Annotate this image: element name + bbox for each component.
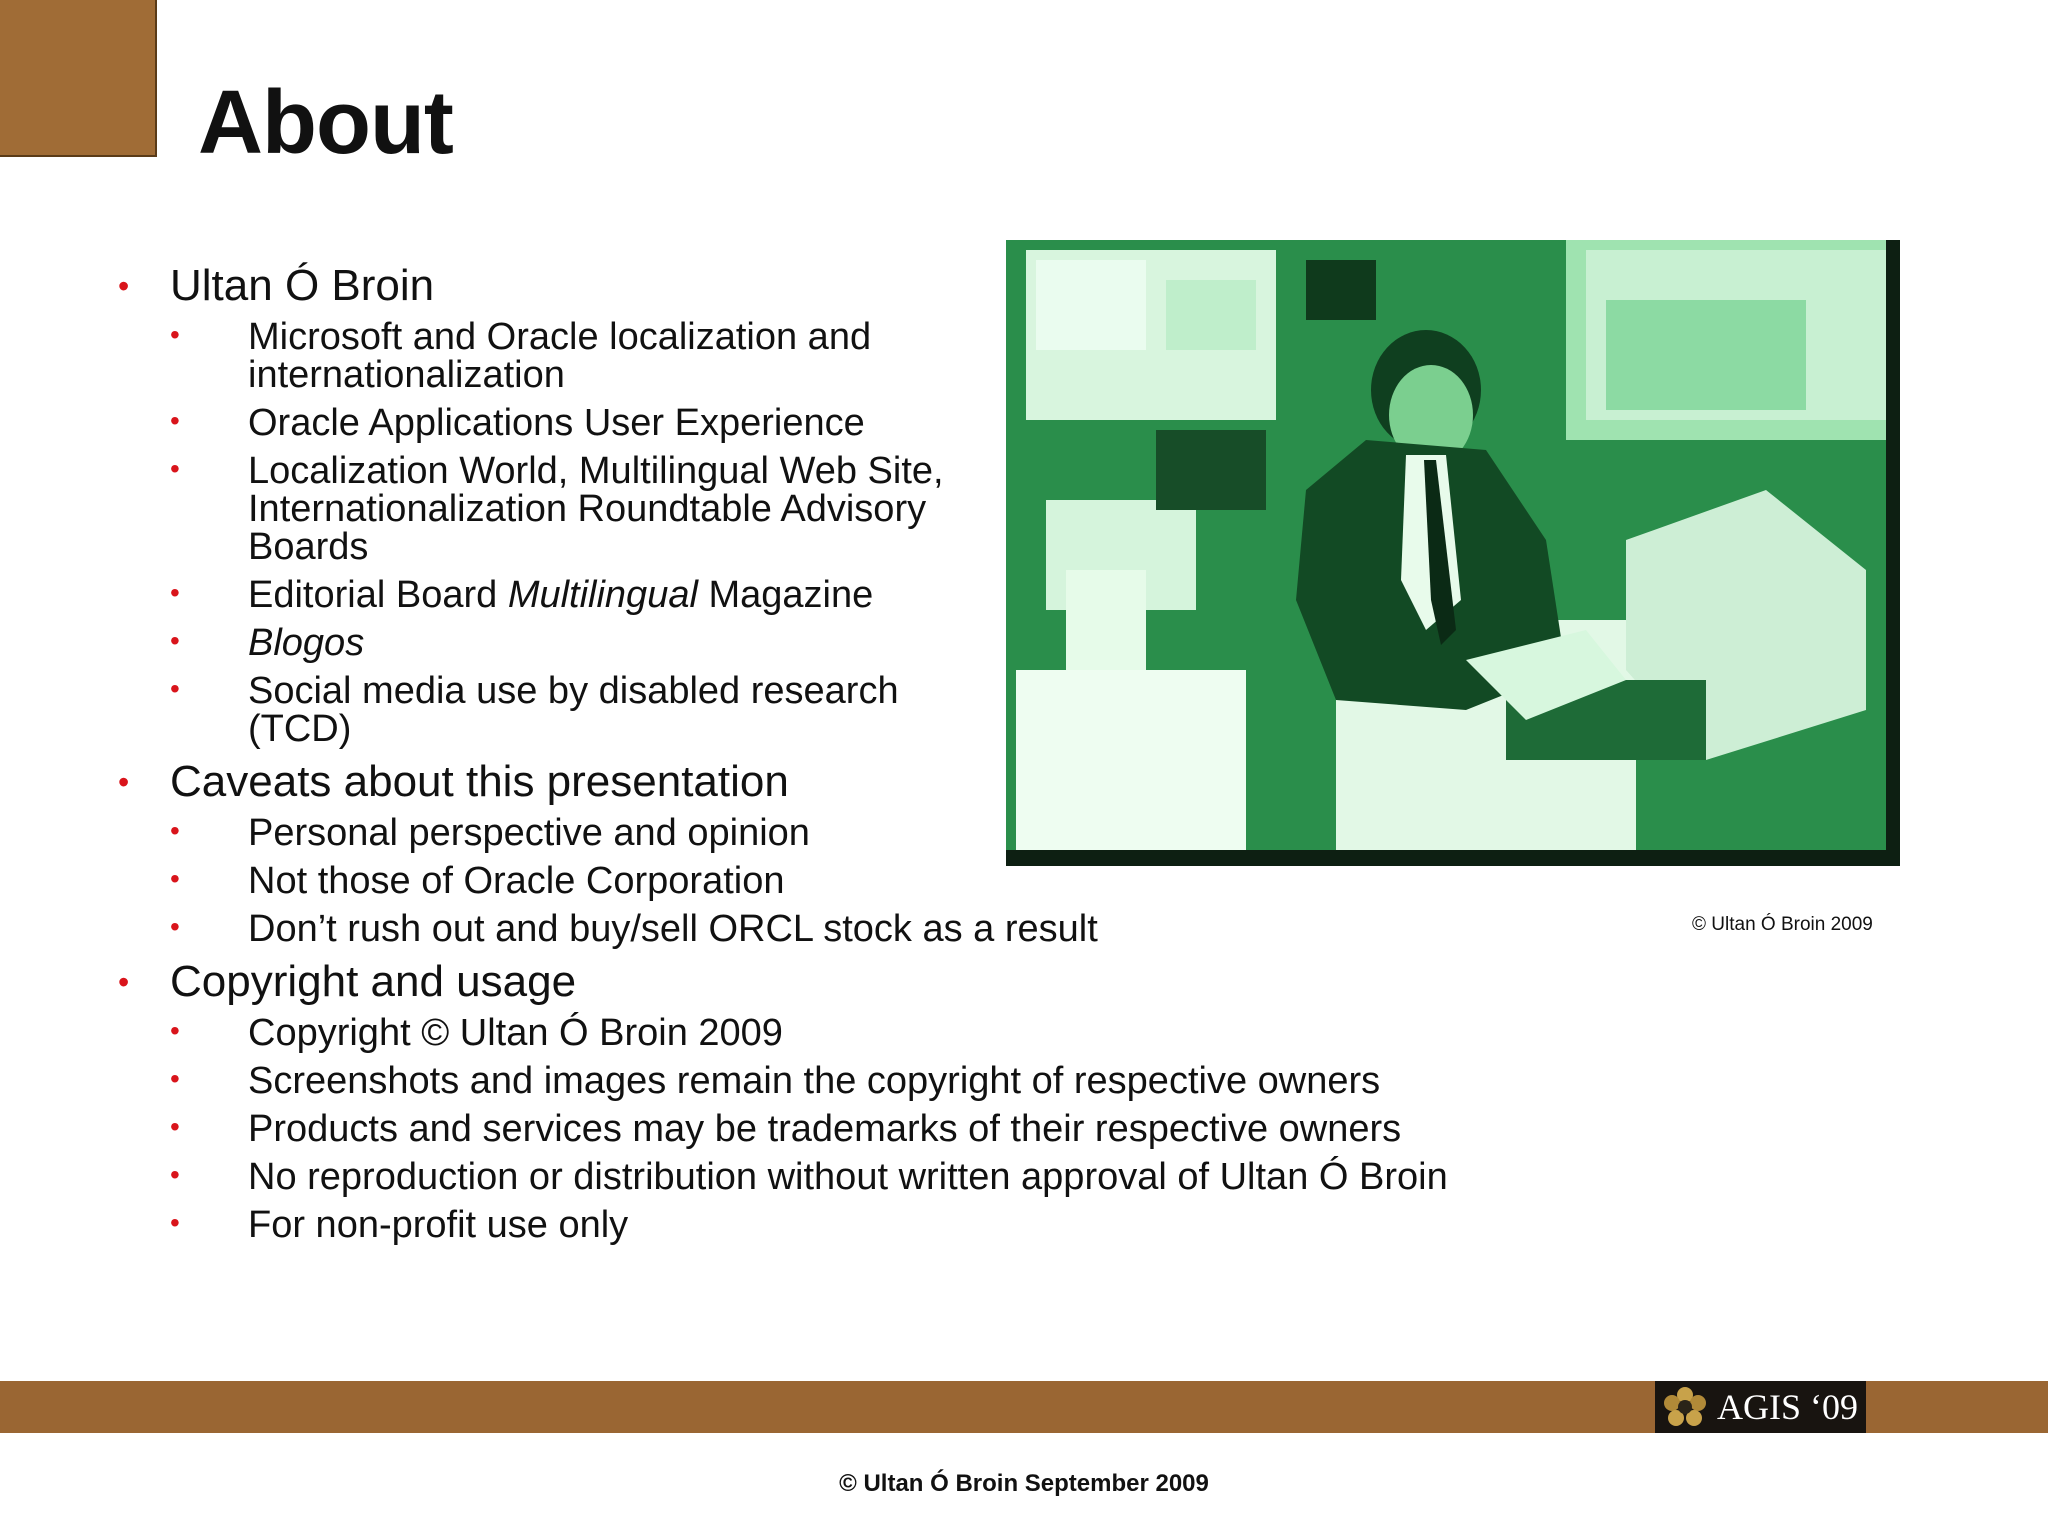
bullet-label: Copyright and usage (170, 957, 577, 1006)
sub-bullet-text: Don’t rush out and buy/sell ORCL stock as a result (248, 908, 1098, 950)
agis-logo-text: AGIS ‘09 (1717, 1387, 1858, 1427)
sub-bullet (170, 1062, 1538, 1100)
sub-bullet-text: Not those of Oracle Corporation (248, 860, 785, 902)
sub-bullet (170, 910, 1538, 948)
sub-bullet (170, 1158, 1538, 1196)
sub-bullet-text: For non-profit use only (248, 1204, 629, 1246)
sub-bullet-text: Copyright © Ultan Ó Broin 2009 (248, 1012, 783, 1054)
sub-bullet (170, 1014, 1538, 1052)
photo-caption: © Ultan Ó Broin 2009 (1692, 914, 1873, 935)
sub-bullet-text: Localization World, Multilingual Web Site, Internationalization Roundtable Advisory Boards (248, 450, 944, 568)
sub-bullet-text: Social media use by disabled research (TCD) (248, 670, 899, 750)
sub-bullet-text: Products and services may be trademarks of their respective owners (248, 1108, 1402, 1150)
sub-bullet-text: No reproduction or distribution without written approval of Ultan Ó Broin (248, 1156, 1448, 1198)
sub-bullet-text: Personal perspective and opinion (248, 812, 810, 854)
sub-bullet-text: Screenshots and images remain the copyright of respective owners (248, 1060, 1381, 1102)
logo-flower-icon (1661, 1385, 1709, 1429)
sub-bullet (170, 862, 1538, 900)
bullet-label: Ultan Ó Broin (170, 261, 435, 310)
office-photo (1006, 240, 1900, 866)
agis-logo (1655, 1381, 1866, 1433)
sub-bullet (170, 1206, 1538, 1244)
footer-copyright: © Ultan Ó Broin September 2009 (839, 1470, 1209, 1497)
sub-bullet-text: Microsoft and Oracle localization and internationalization (248, 316, 872, 396)
bullet-label: Caveats about this presentation (170, 757, 789, 806)
sub-bullet-italic-text: Multilingual (507, 574, 698, 616)
sub-bullet-text: Oracle Applications User Experience (248, 402, 865, 444)
sub-bullet-text: Magazine (697, 574, 874, 616)
slide-title: About (198, 73, 453, 173)
sub-bullet-italic-text: Blogos (248, 622, 365, 664)
corner-accent-block (0, 0, 157, 157)
sub-bullet-text: Editorial Board (248, 574, 508, 616)
bullet-copyright (118, 958, 1538, 1244)
sub-bullet (170, 1110, 1538, 1148)
sub-bullet-list (170, 1014, 1538, 1244)
